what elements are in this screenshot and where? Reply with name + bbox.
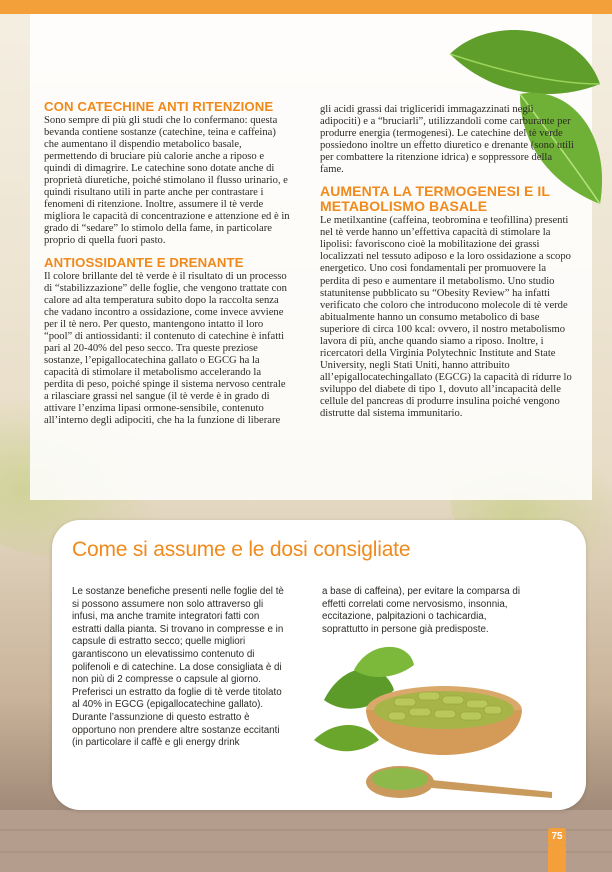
section-heading-antiossidante: ANTIOSSIDANTE E DRENANTE: [44, 254, 244, 270]
dosage-text-left: Le sostanze benefiche presenti nelle foglie del tè si possono assumere non solo attraverso gli infusi, ma anche tramite integratori fatti con estratti dalla pianta. Si trovano in compresse e in capsule di estratto secco; quelle migliori garantiscono un elevatissimo contenuto di polifenoli e di catechine. La dose consigliata è di non più di 2 compresse o capsule al giorno. Preferisci un estratto da foglie di tè verde titolato al 40% in EGCG (epigallocatechine gallato). Durante l’assunzione di questo estratto è opportuno non prendere altre sostanze eccitanti (in particolare il caffè e gli energy drink: [72, 586, 284, 749]
page-number-bar: [548, 846, 566, 872]
page-number: 75: [548, 828, 566, 846]
top-accent-bar: [0, 0, 612, 14]
dosage-text-right: a base di caffeina), per evitare la comparsa di effetti correlati come nervosismo, insonnia, eccitazione, palpitazioni o tachicardia, soprattutto in persone già predisposte.: [322, 586, 521, 635]
section-heading-termogenesi: AUMENTA LA TERMOGENESI E IL METABOLISMO BASALE: [320, 183, 550, 215]
dosage-box-title: Come si assume e le dosi consigliate: [72, 538, 411, 561]
section-text-termogenesi: Le metilxantine (caffeina, teobromina e teofillina) presenti nel tè verde hanno un’effettiva capacità di stimolare la lipolisi: favoriscono cioè la mobilitazione dei grassi localizzati nel tessuto adiposo e la loro ossidazione a scopo energetico. Uno così fondamentali per promuovere la perdita di peso e aumentare il metabolismo. Uno studio statunitense pubblicato su “Obesity Review” ha infatti verificato che coloro che introducono molecole di tè verde abitualmente hanno un consumo metabolico di base superiore di circa 100 kcal: ovvero, il nostro metabolismo lavora di più, anche quando siamo a riposo. Inoltre, i ricercatori della Virginia Polytechnic Institute and State University, negli Stati Uniti, hanno attribuito all’epigallocatechingallato (EGCG) la capacità di ridurre lo sviluppo del diabete di tipo 1, dovuto all’incapacità delle cellule del pancreas di produrre insulina poiché vengono distrutte dal sistema immunitario.: [320, 215, 572, 420]
section-text-antiossidante: Il colore brillante del tè verde è il risultato di un processo di “stabilizzazione” delle foglie, che vengono trattate con calore ad alta temperatura subito dopo la raccolta senza che vadano incontro a ossidazione, come invece avviene per il tè nero. Per questo, mantengono intatto il loro “pool” di antiossidanti: il contenuto di catechine è infatti pari al 20-40% del peso secco. Tra queste preziose sostanze, l’epigallocatechina gallato o EGCG ha la capacità di stimolare il metabolismo accelerando la perdita di peso, poiché spinge il sistema nervoso centrale a rilasciare grassi nel sangue (il tè verde è in grado di attivare l’enzima lipasi ormone-sensibile, contenuto all’interno degli adipociti, che ha la funzione di liberare: [44, 270, 287, 427]
section-text-anti-ritenzione: Sono sempre di più gli studi che lo confermano: questa bevanda contiene sostanze (catechine, teina e caffeina) che aumentano il dispendio metabolico basale, permettendo di bruciare più calorie anche a riposo e quindi di dimagrire. Le catechine sono dotate anche di proprietà diuretiche, poiché stimolano il flusso urinario, e quindi risultano utili in parte anche per contrastare i fenomeni di ritenzione. Inoltre, assumere il tè verde migliora le capacità di concentrazione e attenzione ed è in grado di “sedare” lo stimolo della fame, in particolare proprio di quella fuori pasto.: [44, 115, 290, 247]
section-text-continued: gli acidi grassi dai trigliceridi immagazzinati negli adipociti) e a “bruciarli”, utilizzandoli come carburante per produrre energia (termogenesi). Le catechine del tè verde possiedono inoltre un effetto diuretico e drenante (sono utili per combattere la ritenzione idrica) e soppressore della fame.: [320, 104, 574, 176]
section-heading-anti-ritenzione: CON CATECHINE ANTI RITENZIONE: [44, 99, 274, 114]
powder-spoon-icon: [352, 752, 562, 810]
text-column-right: [320, 104, 576, 428]
text-column-left: [44, 100, 292, 435]
dosage-box: [52, 520, 586, 810]
